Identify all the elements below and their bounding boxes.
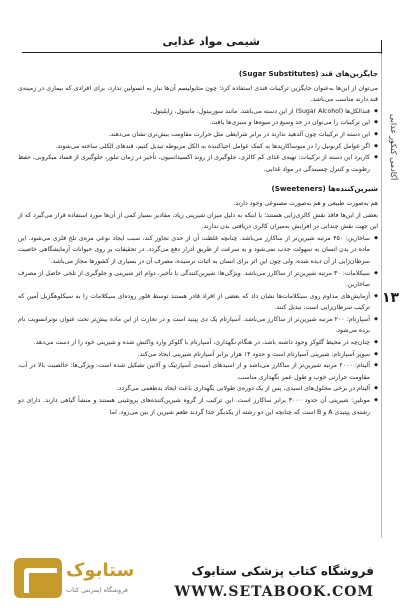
paragraph: هم به‌صورت طبیعی و هم به‌صورت مصنوعی وجود دارند.	[233, 199, 378, 207]
paragraph: بعضی از این‌ها فاقد نقش کالری‌زایی هستند؛ یا اینکه به دلیل میزان شیرینی زیاد، مقادیر بسیار کمی از آن‌ها مورد استفاده قرار می‌گیرد که از این جهت نقش چندانی در افزایش به‌میزان کالری دریافتی بدن ندارند.	[18, 211, 378, 231]
logo-wordmark: ستابوک	[66, 560, 135, 581]
header-divider	[22, 52, 382, 53]
bullet-item: ◆ قندالکل‌ها (Sugar Alcohol) از این دسته می‌باشد. مانند سوربیتول، مانیتول، زایلیتول.	[18, 106, 378, 118]
page-body	[18, 66, 378, 418]
bullet-item: ◆ ساخارین: ۴۵۰ مرتبه شیرین‌تر از ساکارز می‌باشد. چنانچه غلظت آن از حدی تجاوز کند، سبب ایجاد نوعی مزه‌ی تلخ فلزی می‌شود. این ماده در بدن انسان به سهولت جذب نمی‌شود و به سرعت از طریق ادرار دفع می‌گردد. در تحقیقات بر روی حیوانات آزمایشگاهی خاصیت سرطان‌زایی از آن دیده شده، ولی چون این اثر برای انسان به اثبات نرسیده، مصرف آن در بسیاری از کشورها مجاز می‌باشد.	[18, 233, 378, 268]
store-title: فروشگاه کتاب پزشکی ستابوک	[191, 564, 374, 578]
page-header-title: شیمی مواد غذایی	[162, 35, 260, 48]
bullet-item: ◆ مونلین: شیرینی آن حدود ۳۰۰۰ برابر ساکارز است. این ترکیب از گروه شیرین‌کننده‌های پروتئینی هستند و منشأ گیاهی دارند. دارای دو رشته‌ی پپتیدی A و B است که چنانچه این دو رشته از یکدیگر جدا گردند طعم شیرین از بین می‌رود. اما	[18, 395, 378, 418]
bullet-item: ◆ این دسته از ترکیبات چون آلدهید ندارند در برابر شرایطی مثل حرارت مقاومت بیش‌تری نشان می‌دهند.	[18, 129, 378, 141]
paragraph: می‌توان از این‌ها به‌عنوان جایگزین ترکیبات قندی استفاده کرد؛ چون متابولیسم آن‌ها نیاز به انسولین ندارد، برای افرادی که بیماری در زمینه‌ی قند دارند مناسب می‌باشد.	[18, 84, 378, 104]
setabook-logo[interactable]	[14, 556, 135, 602]
logo-mark-icon	[14, 558, 62, 598]
header-notch	[381, 40, 382, 54]
bullet-item: ◆ سیکلامات: ۳۰ مرتبه شیرین‌تر از ساکارز می‌باشد. ویژگی‌ها: شیرین‌کنندگی با تأخیر، دوام اثر شیرینی و جلوگیری از تلخی حاصل از مصرف ساخارین.	[18, 268, 378, 291]
logo-tagline: فروشگاه اینترنتی کتاب	[66, 586, 128, 594]
bullet-item: ◆ آسپارتام: ۲۰۰ مرتبه شیرین‌تر از ساکارز می‌باشد. آسپارتام یک دی پپتید است و در تجارت از این ماده بیش‌تر تحت عنوان نوترانسویت نام برده می‌شود.	[18, 314, 378, 337]
bullet-item: ◆ آلیتام در برخی محلول‌های اسیدی، پس از یک دوره‌ی طولانی نگهداری باعث ایجاد بدطعمی می‌گردد.	[18, 383, 378, 395]
store-url-link[interactable]: WWW.SETABOOK.COM	[174, 584, 374, 600]
section-title-sugar-substitutes: جایگزین‌های قند (Sugar Substitutes)	[238, 69, 378, 78]
side-running-text: آکادمی کنکور غذایی	[389, 113, 398, 180]
bullet-item: ◆ آزمایش‌های مداوم روی سیکلامات‌ها نشان داد که بعضی از افراد قادر هستند توسط فلور روده‌ای سیکلامات را به سیکلوهگزیل آمین که ترکیب سرطان‌زایی است، تبدیل کنند.	[18, 291, 378, 314]
bullet-item: ◆ اگر عوامل کربونیل را در منوساکاریدها به کمک عوامل احیاکننده به الکل مربوطه تبدیل کنیم، قندهای الکلی ساخته می‌شوند.	[18, 141, 378, 153]
bullet-item: ◆ کاربرد این دسته از ترکیبات: تهیه‌ی غذای کم کالری، جلوگیری از روند اکسیداسیون، تأخیر در زمان تبلور، جلوگیری از فساد میکروبی، حفظ رطوبت و کنترل چسبندگی در مواد غذایی.	[18, 152, 378, 175]
bullet-item: ◆ سوپر آسپارتام: شیرینی آسپارتام است و حدود ۱۴ هزار برابر آسپارتام شیرینی ایجاد می‌کند.	[18, 349, 378, 361]
bullet-item: ◆ چنان‌چه در محیط گلوکز وجود داشته باشد، در هنگام نگهداری، آسپارتام با گلوکز وارد واکنش شده و شیرینی خود را از دست می‌دهد.	[18, 337, 378, 349]
section-title-sweeteners: شیرین‌کننده‌ها (Sweeteners)	[271, 184, 378, 194]
bullet-item: ◆ آلیتام: ۲۰۰۰ مرتبه شیرین‌تر از ساکارز می‌باشد و از اسیدهای آمینه‌ی آسپارتیک و آلانین تشکیل شده است. ویژگی‌ها: خالصیت بالا در آب، مقاومت حرارتی خوب و طول عمر نگهداری مناسب.	[18, 360, 378, 383]
page-footer	[0, 548, 400, 608]
bullet-item: ◆ این ترکیبات را می‌توان در حد وسیع در میوه‌ها و سبزی‌ها یافت.	[18, 117, 378, 129]
page-number: ۱۳	[382, 290, 400, 306]
